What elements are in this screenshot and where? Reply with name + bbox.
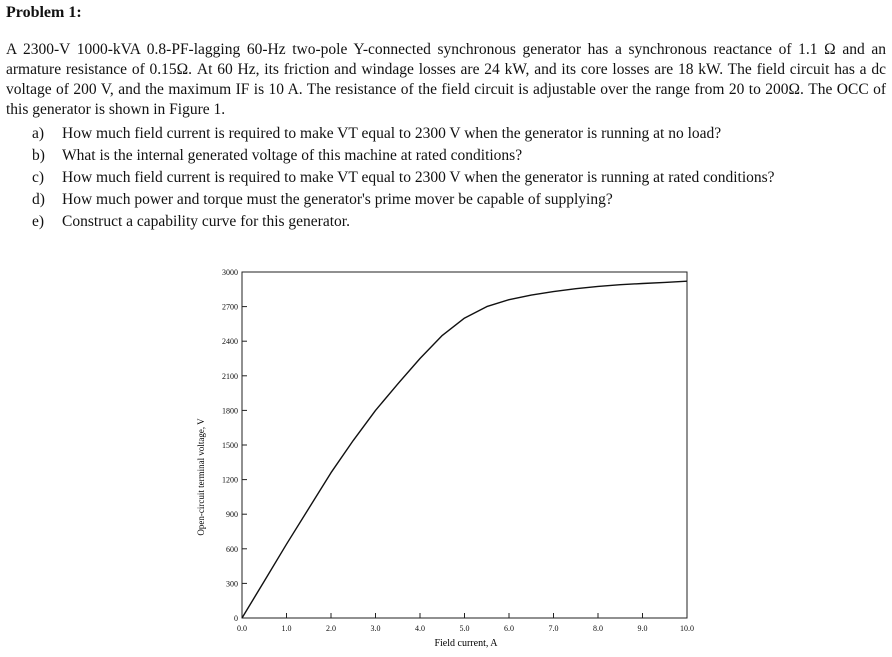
question-item — [18, 212, 878, 232]
x-tick-label: 5.0 — [459, 624, 470, 633]
question-item — [18, 190, 878, 210]
x-tick-label: 6.0 — [504, 624, 514, 633]
occ-chart — [190, 262, 710, 652]
problem-heading: Problem 1: — [6, 4, 82, 21]
x-tick-label: 7.0 — [548, 624, 559, 633]
y-tick-label: 1800 — [222, 406, 238, 416]
problem-statement: A 2300-V 1000-kVA 0.8-PF-lagging 60-Hz two-pole Y-connected synchronous generator has a synchronous reactance of 1.1 Ω and an armature resistance of 0.15Ω. At 60 Hz, its friction and windage losses are 24 kW, and its core losses are 18 kW. The field circuit has a dc voltage of 200 V, and the maximum IF is 10 A. The resistance of the field circuit is adjustable over the range from 20 to 200Ω. The OCC of this generator is shown in Figure 1. — [6, 41, 886, 118]
y-tick-label: 2400 — [222, 337, 238, 347]
question-letter: d) — [32, 191, 45, 208]
y-tick-label: 300 — [226, 579, 238, 589]
plot-frame — [242, 272, 687, 618]
question-text: How much power and torque must the generator's prime mover be capable of supplying? — [62, 191, 613, 208]
x-tick-label: 0.0 — [237, 624, 247, 633]
x-tick-label: 4.0 — [415, 624, 425, 633]
question-item — [18, 168, 878, 188]
question-text: What is the internal generated voltage of this machine at rated conditions? — [62, 147, 523, 164]
question-text: How much field current is required to make VT equal to 2300 V when the generator is running at no load? — [62, 125, 722, 142]
x-tick-label: 1.0 — [281, 624, 292, 633]
question-text: Construct a capability curve for this generator. — [62, 213, 350, 230]
x-tick-label: 8.0 — [593, 624, 603, 633]
y-tick-label: 0 — [234, 614, 238, 623]
x-tick-label: 9.0 — [637, 624, 648, 633]
question-text: How much field current is required to make VT equal to 2300 V when the generator is running at rated conditions? — [62, 169, 775, 186]
occ-chart-svg — [190, 262, 710, 652]
x-tick-label: 3.0 — [370, 624, 381, 633]
y-tick-label: 600 — [226, 544, 238, 554]
x-tick-label: 10.0 — [680, 624, 694, 633]
y-tick-label: 1200 — [222, 475, 238, 485]
axes — [242, 272, 687, 618]
question-letter: e) — [32, 213, 45, 230]
occ-curve-line — [242, 281, 687, 618]
y-axis-label: Open-circuit terminal voltage, V — [196, 418, 206, 536]
y-tick-label: 2100 — [222, 371, 238, 381]
y-tick-label: 900 — [226, 510, 238, 520]
question-item — [18, 124, 878, 144]
question-letter: a) — [32, 125, 45, 142]
x-axis-label: Field current, A — [434, 638, 498, 649]
series — [242, 281, 687, 618]
question-list — [18, 124, 878, 234]
y-tick-label: 1500 — [222, 441, 238, 450]
question-letter: b) — [32, 147, 45, 164]
question-letter: c) — [32, 169, 45, 186]
question-item — [18, 146, 878, 166]
y-tick-label: 3000 — [222, 268, 238, 277]
y-tick-label: 2700 — [222, 302, 238, 312]
x-tick-label: 2.0 — [326, 624, 336, 633]
